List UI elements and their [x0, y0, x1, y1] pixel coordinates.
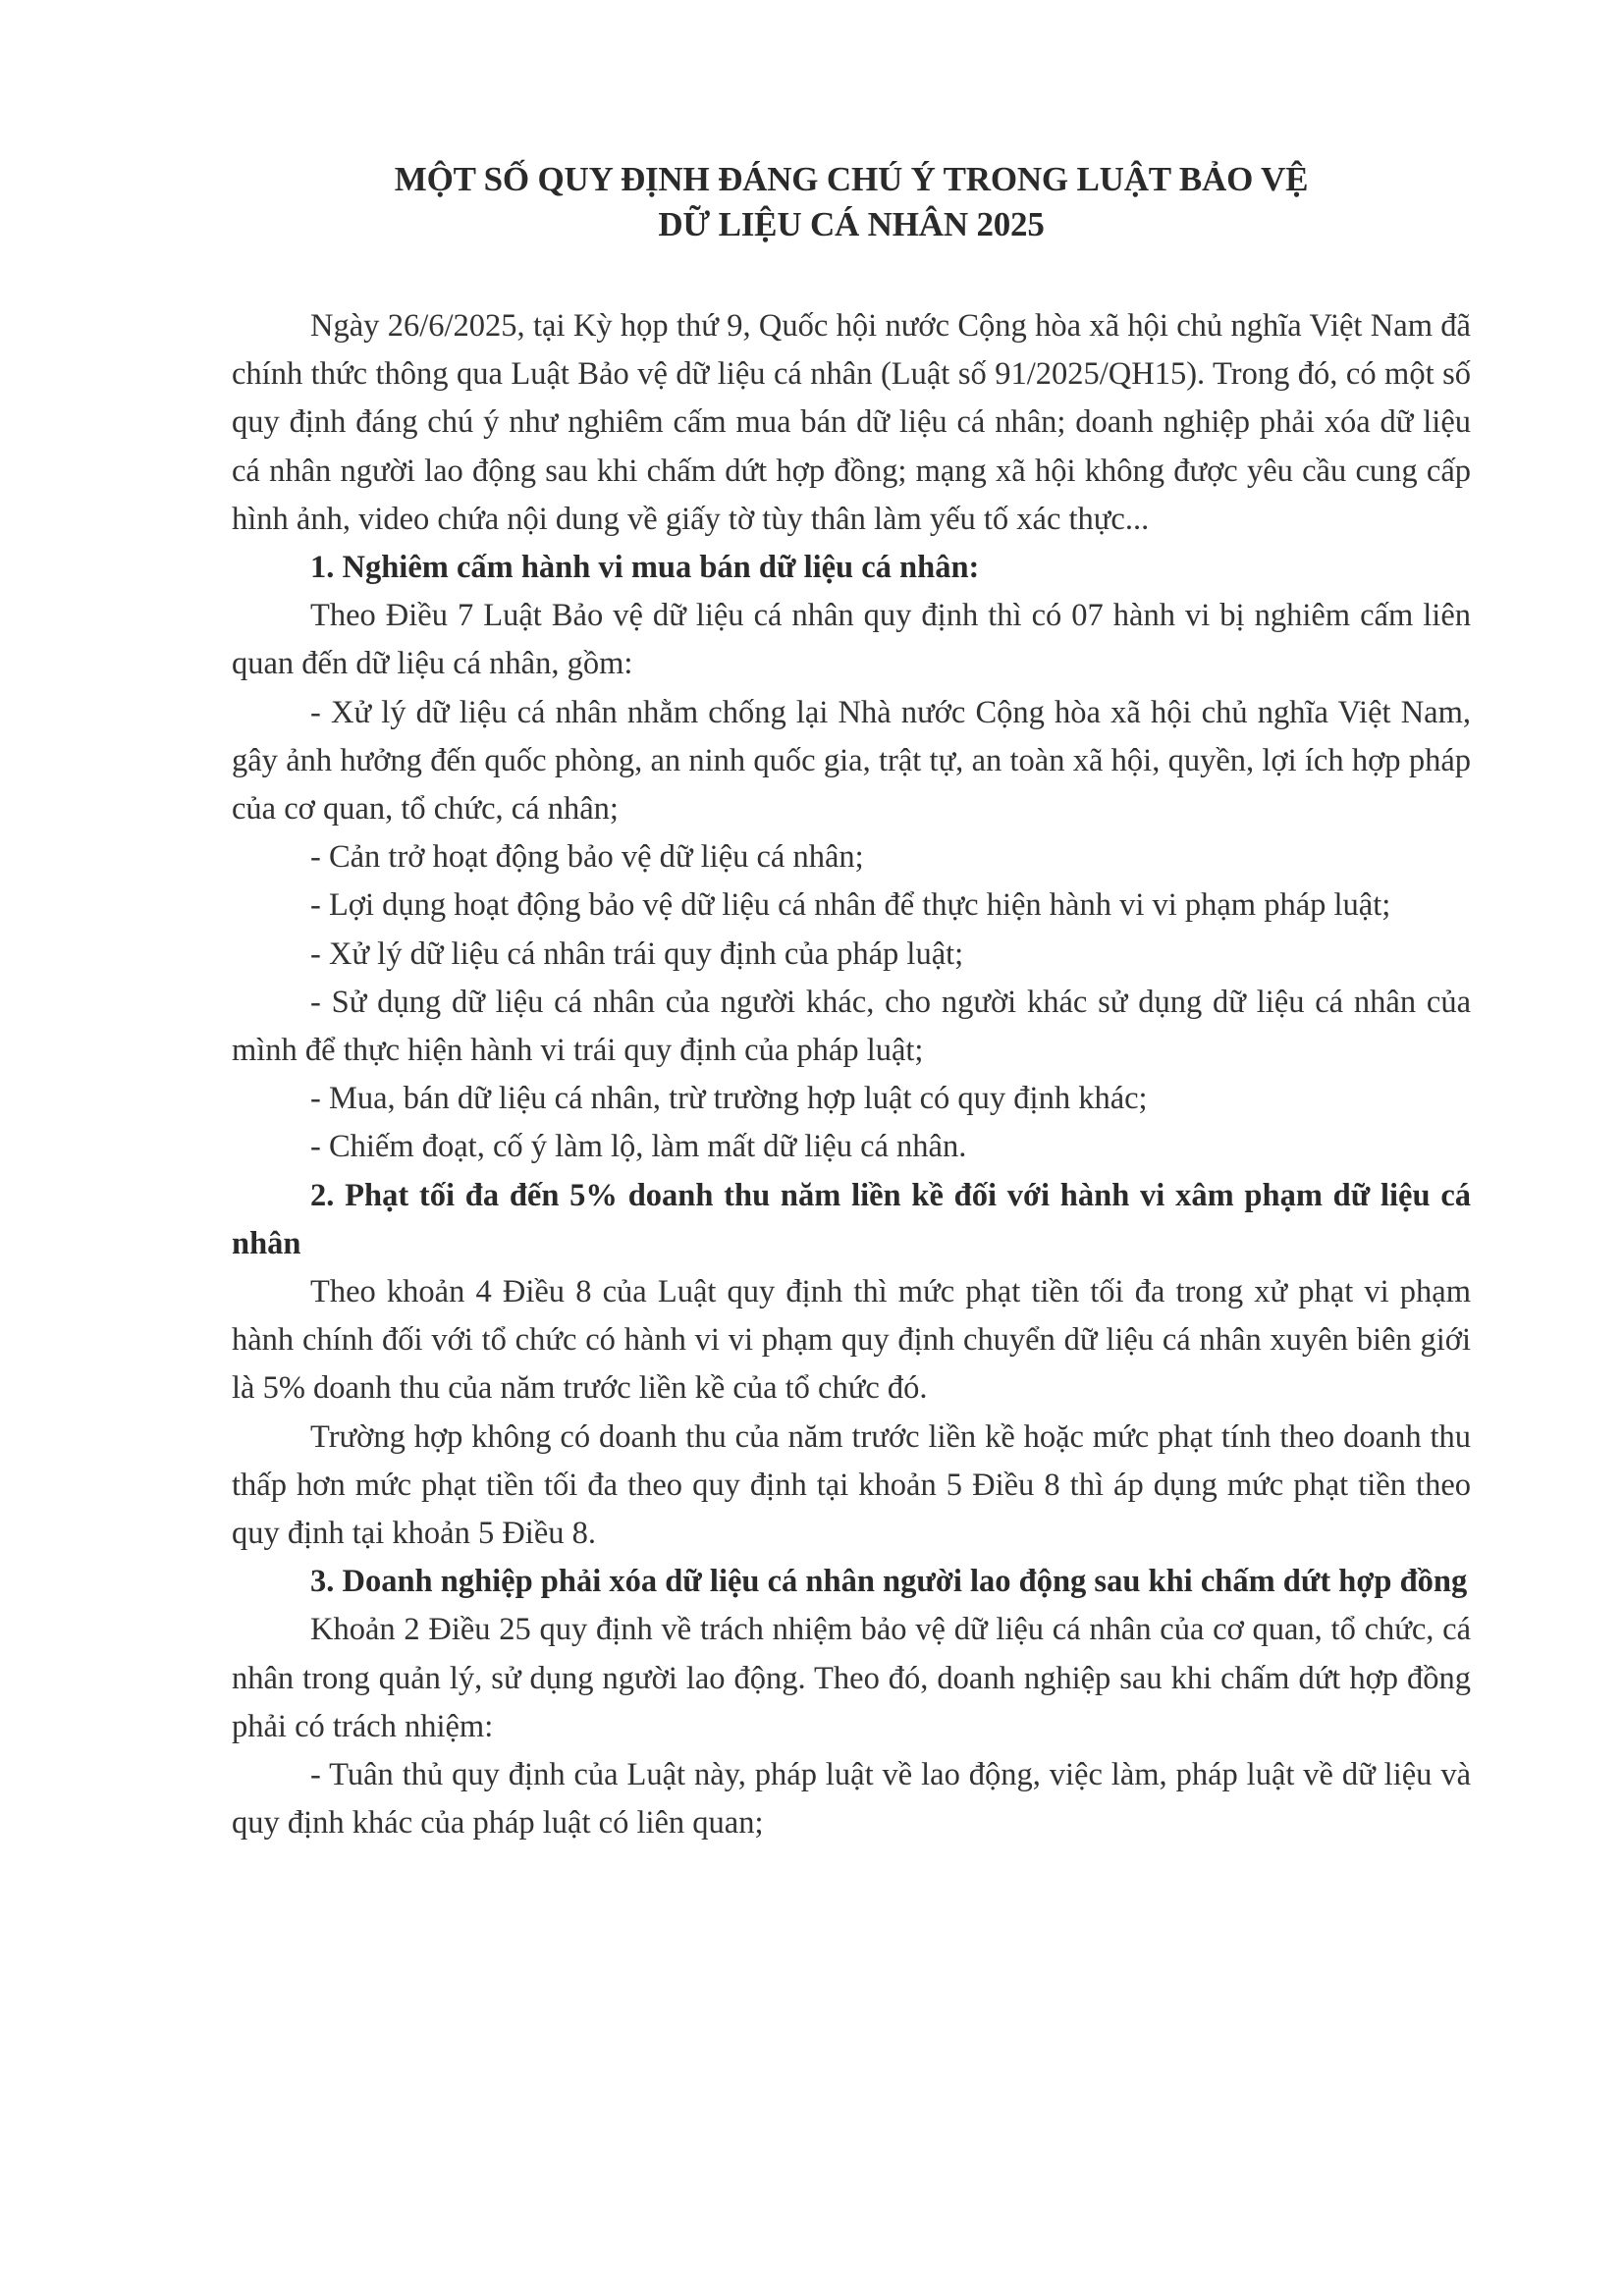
document-page [232, 157, 1471, 1848]
document-body [232, 302, 1471, 1848]
list-item: - Sử dụng dữ liệu cá nhân của người khác, cho người khác sử dụng dữ liệu cá nhân của mình để thực hiện hành vi trái quy định của pháp luật; [232, 984, 1471, 1069]
list-item: - Lợi dụng hoạt động bảo vệ dữ liệu cá nhân để thực hiện hành vi vi phạm pháp luật; [310, 887, 1391, 924]
section-heading: 2. Phạt tối đa đến 5% doanh thu năm liền kề đối với hành vi xâm phạm dữ liệu cá nhân [232, 1177, 1471, 1261]
paragraph: Trường hợp không có doanh thu của năm trước liền kề hoặc mức phạt tính theo doanh thu thấp hơn mức phạt tiền tối đa theo quy định tại khoản 5 Điều 8 thì áp dụng mức phạt tiền theo quy định tại khoản 5 Điều 8. [232, 1418, 1471, 1552]
section-heading: 3. Doanh nghiệp phải xóa dữ liệu cá nhân người lao động sau khi chấm dứt hợp đồng [310, 1564, 1468, 1600]
document-title [232, 157, 1471, 247]
list-item: - Tuân thủ quy định của Luật này, pháp luật về lao động, việc làm, pháp luật về dữ liệu và quy định khác của pháp luật có liên quan; [232, 1757, 1471, 1842]
intro-paragraph: Ngày 26/6/2025, tại Kỳ họp thứ 9, Quốc hội nước Cộng hòa xã hội chủ nghĩa Việt Nam đã chính thức thông qua Luật Bảo vệ dữ liệu cá nhân (Luật số 91/2025/QH15). Trong đó, có một số quy định đáng chú ý như nghiêm cấm mua bán dữ liệu cá nhân; doanh nghiệp phải xóa dữ liệu cá nhân người lao động sau khi chấm dứt hợp đồng; mạng xã hội không được yêu cầu cung cấp hình ảnh, video chứa nội dung về giấy tờ tùy thân làm yếu tố xác thực... [232, 308, 1471, 537]
title-line-2: DỮ LIỆU CÁ NHÂN 2025 [658, 205, 1045, 243]
list-item: - Mua, bán dữ liệu cá nhân, trừ trường hợp luật có quy định khác; [310, 1081, 1148, 1117]
section-heading: 1. Nghiêm cấm hành vi mua bán dữ liệu cá nhân: [310, 550, 980, 586]
list-item: - Cản trở hoạt động bảo vệ dữ liệu cá nhân; [310, 839, 864, 876]
paragraph: Theo khoản 4 Điều 8 của Luật quy định thì mức phạt tiền tối đa trong xử phạt vi phạm hành chính đối với tổ chức có hành vi vi phạm quy định chuyển dữ liệu cá nhân xuyên biên giới là 5% doanh thu của năm trước liền kề của tổ chức đó. [232, 1274, 1471, 1407]
list-item: - Xử lý dữ liệu cá nhân trái quy định của pháp luật; [310, 935, 964, 972]
list-item: - Chiếm đoạt, cố ý làm lộ, làm mất dữ liệu cá nhân. [310, 1129, 967, 1165]
paragraph: Khoản 2 Điều 25 quy định về trách nhiệm bảo vệ dữ liệu cá nhân của cơ quan, tổ chức, cá nhân trong quản lý, sử dụng người lao động. Theo đó, doanh nghiệp sau khi chấm dứt hợp đồng phải có trách nhiệm: [232, 1612, 1471, 1744]
title-line-1: MỘT SỐ QUY ĐỊNH ĐÁNG CHÚ Ý TRONG LUẬT BẢO VỆ [394, 160, 1309, 198]
paragraph: Theo Điều 7 Luật Bảo vệ dữ liệu cá nhân quy định thì có 07 hành vi bị nghiêm cấm liên quan đến dữ liệu cá nhân, gồm: [232, 598, 1471, 682]
list-item: - Xử lý dữ liệu cá nhân nhằm chống lại Nhà nước Cộng hòa xã hội chủ nghĩa Việt Nam, gây ảnh hưởng đến quốc phòng, an ninh quốc gia, trật tự, an toàn xã hội, quyền, lợi ích hợp pháp của cơ quan, tổ chức, cá nhân; [232, 694, 1471, 828]
